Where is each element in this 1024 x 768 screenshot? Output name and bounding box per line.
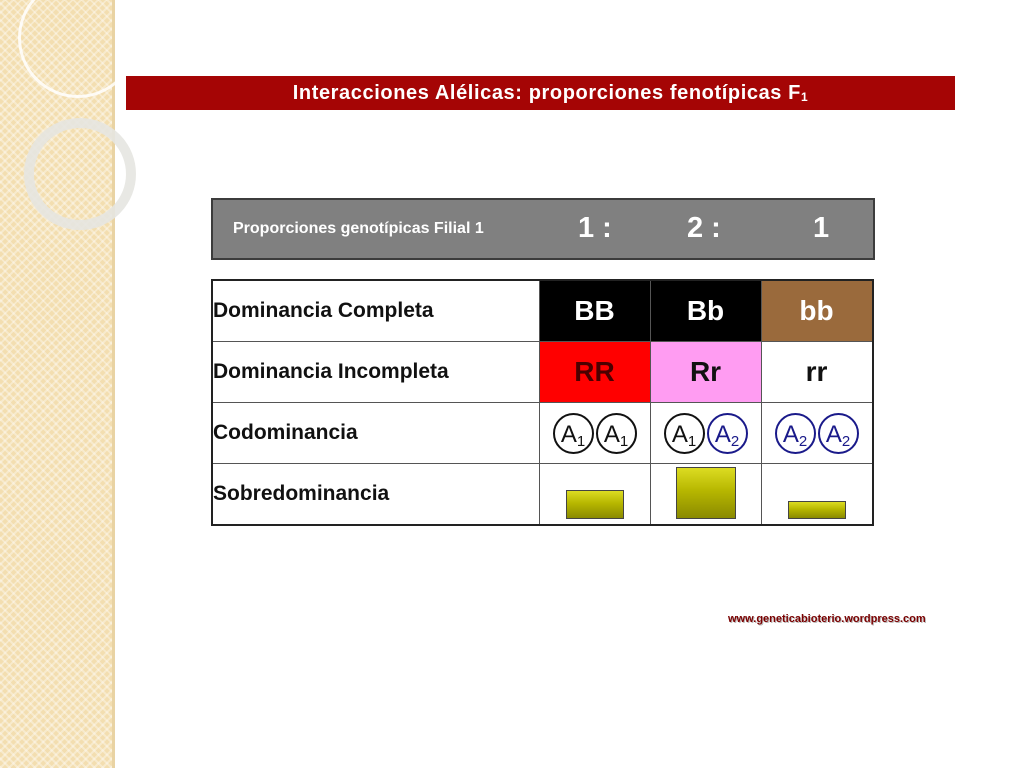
phenotype-bar-cell [539,464,650,526]
allele-letter: A [825,420,842,448]
allele-letter: A [603,420,620,448]
ratio-value: 1 : [578,212,612,244]
genotype-cell: RR [539,342,650,403]
genotype-cell [650,403,761,464]
table-row [212,280,873,342]
phenotype-bar [676,467,736,519]
slide-title [126,76,955,110]
allele-circle [707,413,748,454]
genotype-cell: Rr [650,342,761,403]
ratio-label: Proporciones genotípicas Filial 1 [233,220,484,237]
ratio-value: 1 [813,212,830,244]
genotype-cell: bb [761,280,873,342]
allele-subscript: 1 [576,432,586,450]
slide-title-text: Interacciones Alélicas: proporciones fenotípicas F [292,81,801,104]
allele-circle [664,413,705,454]
genotype-cell [761,403,873,464]
phenotype-bar [788,501,846,519]
allele-subscript: 2 [841,432,851,450]
phenotype-bar [566,490,624,519]
table-row [212,403,873,464]
allele-subscript: 1 [687,432,697,450]
allele-circle [775,413,816,454]
allele-circle [553,413,594,454]
allele-subscript: 2 [798,432,808,450]
genotype-cell [539,403,650,464]
allele-circle [818,413,859,454]
allele-letter: A [714,420,731,448]
allele-letter: A [782,420,799,448]
genotype-cell: BB [539,280,650,342]
row-label: Sobredominancia [212,464,539,526]
footer-url: www.geneticabioterio.wordpress.com [728,613,926,625]
phenotype-bar-cell [650,464,761,526]
allele-subscript: 1 [619,432,629,450]
row-label: Dominancia Incompleta [212,342,539,403]
allele-subscript: 2 [730,432,740,450]
phenotype-bar-cell [761,464,873,526]
genotype-cell: Bb [650,280,761,342]
allele-circle [596,413,637,454]
decorative-side-panel [0,0,115,768]
table-row [212,464,873,526]
row-label: Codominancia [212,403,539,464]
ratio-value: 2 : [687,212,721,244]
genotype-cell: rr [761,342,873,403]
row-label: Dominancia Completa [212,280,539,342]
slide-title-subscript: 1 [801,90,809,104]
decorative-ring [18,0,138,98]
allele-letter: A [671,420,688,448]
genotypic-ratio-header [211,198,875,260]
decorative-ring [24,118,136,230]
allelic-interactions-table [211,279,874,526]
allele-letter: A [560,420,577,448]
table-row [212,342,873,403]
